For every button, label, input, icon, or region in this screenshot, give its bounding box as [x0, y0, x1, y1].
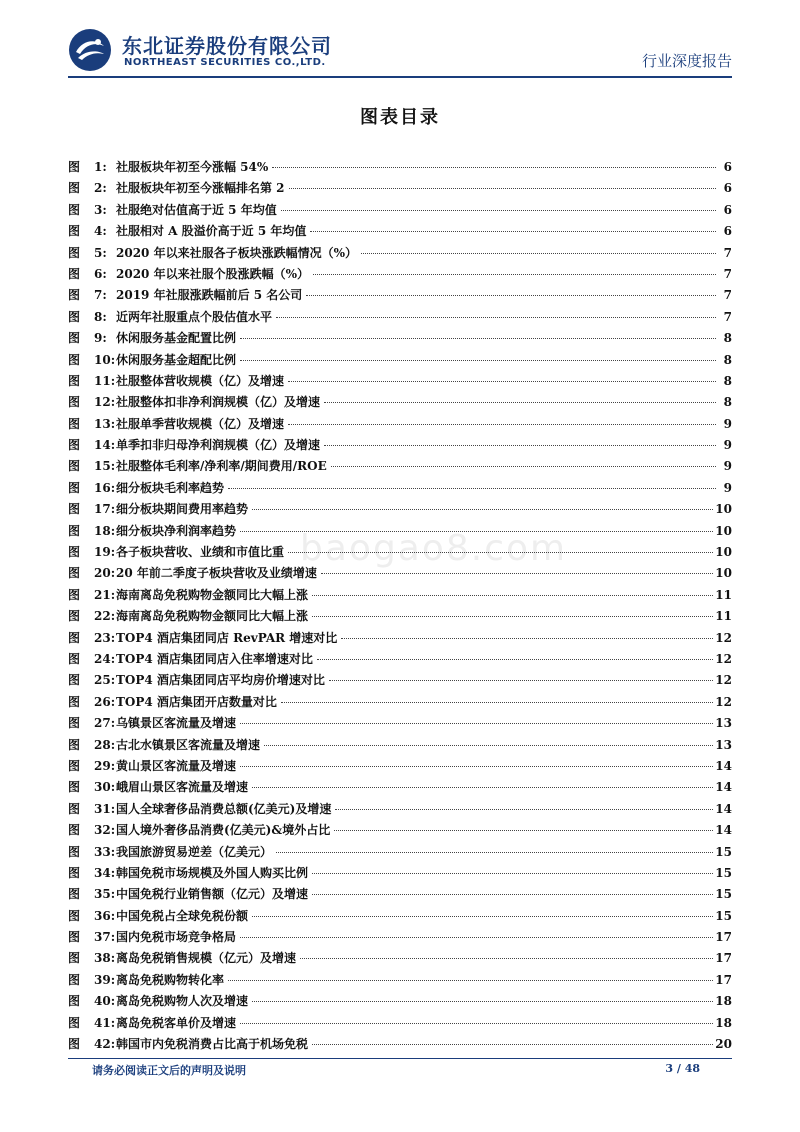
toc-entry[interactable]	[68, 714, 732, 735]
toc-figure-label: 图	[68, 245, 81, 260]
toc-dot-leader	[310, 231, 716, 232]
toc-page-number: 18	[715, 994, 732, 1009]
toc-figure-number: 19:	[94, 545, 116, 560]
toc-figure-label: 图	[68, 502, 81, 517]
toc-figure-number: 16:	[94, 480, 116, 495]
toc-entry[interactable]	[68, 201, 732, 222]
toc-entry[interactable]	[68, 757, 732, 778]
toc-figure-number: 12:	[94, 395, 116, 410]
toc-figure-label: 图	[68, 930, 81, 945]
toc-figure-label: 图	[68, 587, 81, 602]
toc-entry[interactable]	[68, 671, 732, 692]
toc-figure-title: 2019 年社服涨跌幅前后 5 名公司	[116, 288, 303, 303]
toc-dot-leader	[312, 616, 713, 617]
toc-entry[interactable]	[68, 158, 732, 179]
toc-dot-leader	[252, 1001, 713, 1002]
toc-figure-label: 图	[68, 823, 81, 838]
toc-page-number: 6	[723, 181, 732, 196]
toc-dot-leader	[312, 1044, 713, 1045]
toc-dot-leader	[264, 745, 713, 746]
toc-page-number: 7	[723, 266, 732, 281]
toc-entry[interactable]	[68, 543, 732, 564]
toc-page-number: 14	[715, 823, 732, 838]
toc-page-number: 10	[715, 523, 732, 538]
toc-dot-leader	[306, 295, 716, 296]
toc-dot-leader	[324, 445, 716, 446]
toc-page-number: 9	[723, 416, 732, 431]
toc-entry[interactable]	[68, 629, 732, 650]
toc-entry[interactable]	[68, 244, 732, 265]
toc-figure-number: 36:	[94, 908, 116, 923]
toc-dot-leader	[281, 702, 713, 703]
toc-figure-number: 31:	[94, 801, 116, 816]
company-name-en: NORTHEAST SECURITIES CO.,LTD.	[124, 57, 326, 68]
toc-dot-leader	[276, 852, 713, 853]
toc-figure-title: 社服板块年初至今涨幅排名第 2	[116, 181, 285, 196]
toc-entry[interactable]	[68, 778, 732, 799]
toc-page-number: 10	[715, 502, 732, 517]
toc-figure-number: 33:	[94, 844, 116, 859]
toc-figure-number: 34:	[94, 865, 116, 880]
toc-dot-leader	[334, 830, 713, 831]
toc-figure-label: 图	[68, 673, 81, 688]
toc-figure-number: 18:	[94, 523, 116, 538]
toc-figure-label: 图	[68, 887, 81, 902]
toc-dot-leader	[312, 595, 713, 596]
toc-entry[interactable]	[68, 393, 732, 414]
toc-entry[interactable]	[68, 949, 732, 970]
toc-figure-number: 41:	[94, 1015, 116, 1030]
toc-page-number: 9	[723, 480, 732, 495]
toc-dot-leader	[272, 167, 716, 168]
toc-page-number: 13	[715, 737, 732, 752]
toc-page-number: 20	[715, 1037, 732, 1052]
toc-dot-leader	[240, 360, 716, 361]
toc-figure-number: 40:	[94, 994, 116, 1009]
toc-figure-label: 图	[68, 951, 81, 966]
toc-dot-leader	[300, 958, 713, 959]
toc-figure-title: 中国免税行业销售额（亿元）及增速	[116, 887, 309, 902]
report-type: 行业深度报告	[641, 52, 732, 70]
toc-figure-number: 38:	[94, 951, 116, 966]
toc-page-number: 12	[715, 651, 732, 666]
toc-figure-label: 图	[68, 630, 81, 645]
toc-entry[interactable]	[68, 800, 732, 821]
toc-figure-title: 黄山景区客流量及增速	[116, 758, 237, 773]
toc-page-number: 15	[715, 887, 732, 902]
toc-page-number: 17	[715, 930, 732, 945]
toc-figure-title: 社服单季营收规模（亿）及增速	[116, 416, 285, 431]
toc-figure-number: 22:	[94, 609, 116, 624]
toc-page-number: 8	[723, 352, 732, 367]
figure-list	[68, 158, 732, 1056]
toc-figure-number: 21:	[94, 587, 116, 602]
toc-figure-number: 10:	[94, 352, 116, 367]
toc-page-number: 17	[715, 972, 732, 987]
toc-figure-title: 海南离岛免税购物金额同比大幅上涨	[116, 587, 309, 602]
toc-figure-label: 图	[68, 694, 81, 709]
toc-entry[interactable]	[68, 308, 732, 329]
toc-figure-label: 图	[68, 1015, 81, 1030]
toc-page-number: 18	[715, 1015, 732, 1030]
toc-figure-title: 海南离岛免税购物金额同比大幅上涨	[116, 609, 309, 624]
toc-entry[interactable]	[68, 586, 732, 607]
toc-figure-label: 图	[68, 331, 81, 346]
toc-figure-label: 图	[68, 373, 81, 388]
toc-figure-number: 9:	[94, 331, 107, 346]
toc-page-number: 6	[723, 224, 732, 239]
toc-figure-title: 2020 年以来社服个股涨跌幅（%）	[116, 266, 309, 281]
toc-page-number: 14	[715, 758, 732, 773]
toc-page-number: 13	[715, 716, 732, 731]
page-title: 图表目录	[360, 107, 440, 128]
toc-entry[interactable]	[68, 928, 732, 949]
toc-figure-title: 中国免税占全球免税份额	[116, 908, 249, 923]
toc-page-number: 14	[715, 780, 732, 795]
toc-figure-title: 社服整体扣非净利润规模（亿）及增速	[116, 395, 321, 410]
header-divider	[68, 76, 732, 78]
toc-figure-number: 35:	[94, 887, 116, 902]
toc-entry[interactable]	[68, 329, 732, 350]
toc-figure-label: 图	[68, 1037, 81, 1052]
toc-dot-leader	[276, 317, 716, 318]
toc-figure-label: 图	[68, 352, 81, 367]
toc-figure-title: 国人境外奢侈品消费(亿美元)&境外占比	[116, 823, 331, 838]
toc-figure-title: 离岛免税销售规模（亿元）及增速	[116, 951, 297, 966]
toc-entry[interactable]	[68, 522, 732, 543]
toc-figure-number: 5:	[94, 245, 107, 260]
toc-figure-label: 图	[68, 908, 81, 923]
toc-figure-title: 休闲服务基金超配比例	[116, 352, 237, 367]
toc-page-number: 9	[723, 459, 732, 474]
footer-divider	[68, 1058, 732, 1059]
toc-dot-leader	[281, 210, 716, 211]
toc-figure-number: 42:	[94, 1037, 116, 1052]
toc-page-number: 10	[715, 566, 732, 581]
toc-page-number: 9	[723, 438, 732, 453]
toc-figure-title: 社服绝对估值高于近 5 年均值	[116, 202, 277, 217]
toc-dot-leader	[288, 381, 716, 382]
toc-figure-number: 30:	[94, 780, 116, 795]
toc-figure-label: 图	[68, 737, 81, 752]
toc-dot-leader	[228, 980, 713, 981]
toc-page-number: 12	[715, 673, 732, 688]
toc-figure-number: 32:	[94, 823, 116, 838]
toc-figure-label: 图	[68, 395, 81, 410]
toc-figure-title: 细分板块期间费用率趋势	[116, 502, 249, 517]
toc-entry[interactable]	[68, 372, 732, 393]
toc-figure-label: 图	[68, 438, 81, 453]
company-logo-icon	[68, 28, 112, 72]
toc-dot-leader	[240, 723, 713, 724]
toc-figure-title: 休闲服务基金配置比例	[116, 331, 237, 346]
toc-dot-leader	[289, 188, 716, 189]
toc-entry[interactable]	[68, 821, 732, 842]
toc-figure-label: 图	[68, 181, 81, 196]
toc-figure-label: 图	[68, 266, 81, 281]
toc-figure-title: TOP4 酒店集团同店平均房价增速对比	[116, 673, 325, 688]
toc-figure-label: 图	[68, 545, 81, 560]
toc-figure-title: 社服整体毛利率/净利率/期间费用/ROE	[116, 459, 327, 474]
toc-page-number: 17	[715, 951, 732, 966]
toc-dot-leader	[329, 680, 713, 681]
toc-entry[interactable]	[68, 265, 732, 286]
toc-dot-leader	[321, 573, 713, 574]
toc-page-number: 6	[723, 160, 732, 174]
toc-figure-label: 图	[68, 202, 81, 217]
toc-figure-label: 图	[68, 224, 81, 239]
toc-figure-title: 国内免税市场竞争格局	[116, 930, 237, 945]
toc-entry[interactable]	[68, 650, 732, 671]
toc-figure-title: 离岛免税购物转化率	[116, 972, 225, 987]
toc-figure-title: 20 年前二季度子板块营收及业绩增速	[116, 566, 317, 581]
toc-figure-number: 7:	[94, 288, 107, 303]
toc-figure-number: 1:	[94, 160, 107, 174]
toc-figure-title: 社服相对 A 股溢价高于近 5 年均值	[116, 224, 307, 239]
toc-dot-leader	[252, 509, 713, 510]
toc-figure-title: 单季扣非归母净利润规模（亿）及增速	[116, 438, 321, 453]
toc-figure-title: 社服板块年初至今涨幅 54%	[116, 160, 269, 174]
toc-page-number: 12	[715, 630, 732, 645]
toc-figure-number: 20:	[94, 566, 116, 581]
toc-entry[interactable]	[68, 286, 732, 307]
toc-figure-title: 韩国市内免税消费占比高于机场免税	[116, 1037, 309, 1052]
toc-figure-label: 图	[68, 523, 81, 538]
toc-page-number: 7	[723, 245, 732, 260]
toc-figure-title: 近两年社服重点个股估值水平	[116, 309, 273, 324]
toc-page-number: 15	[715, 908, 732, 923]
toc-page-number: 12	[715, 694, 732, 709]
toc-figure-title: 离岛免税购物人次及增速	[116, 994, 249, 1009]
toc-dot-leader	[240, 338, 716, 339]
toc-figure-label: 图	[68, 801, 81, 816]
toc-entry[interactable]	[68, 907, 732, 928]
toc-figure-title: 国人全球奢侈品消费总额(亿美元)及增速	[116, 801, 332, 816]
toc-entry[interactable]	[68, 564, 732, 585]
toc-figure-number: 27:	[94, 716, 116, 731]
toc-figure-number: 25:	[94, 673, 116, 688]
toc-figure-label: 图	[68, 566, 81, 581]
toc-figure-label: 图	[68, 994, 81, 1009]
toc-page-number: 10	[715, 545, 732, 560]
watermark: baogao8.com	[300, 528, 568, 569]
toc-entry[interactable]	[68, 693, 732, 714]
toc-figure-label: 图	[68, 972, 81, 987]
page-header	[68, 28, 732, 76]
toc-figure-title: TOP4 酒店集团开店数量对比	[116, 694, 277, 709]
toc-figure-number: 8:	[94, 309, 107, 324]
toc-page-number: 7	[723, 288, 732, 303]
toc-figure-number: 11:	[94, 373, 116, 388]
toc-figure-label: 图	[68, 459, 81, 474]
toc-page-number: 11	[715, 587, 732, 602]
toc-figure-label: 图	[68, 288, 81, 303]
toc-dot-leader	[331, 466, 716, 467]
toc-page-number: 8	[723, 331, 732, 346]
toc-figure-title: TOP4 酒店集团同店 RevPAR 增速对比	[116, 630, 338, 645]
toc-entry[interactable]	[68, 864, 732, 885]
toc-dot-leader	[361, 253, 716, 254]
toc-page-number: 8	[723, 373, 732, 388]
toc-figure-title: 细分板块净利润率趋势	[116, 523, 237, 538]
toc-figure-number: 29:	[94, 758, 116, 773]
toc-dot-leader	[252, 787, 713, 788]
toc-figure-title: 乌镇景区客流量及增速	[116, 716, 237, 731]
toc-figure-label: 图	[68, 160, 81, 174]
toc-page-number: 8	[723, 395, 732, 410]
toc-entry[interactable]	[68, 1035, 732, 1056]
toc-entry[interactable]	[68, 457, 732, 478]
toc-dot-leader	[324, 402, 716, 403]
toc-entry[interactable]	[68, 436, 732, 457]
toc-dot-leader	[312, 873, 713, 874]
toc-figure-title: 韩国免税市场规模及外国人购买比例	[116, 865, 309, 880]
toc-dot-leader	[288, 552, 713, 553]
toc-figure-number: 39:	[94, 972, 116, 987]
footer-disclaimer: 请务必阅读正文后的声明及说明	[92, 1064, 246, 1077]
toc-figure-number: 14:	[94, 438, 116, 453]
toc-figure-label: 图	[68, 780, 81, 795]
toc-figure-label: 图	[68, 651, 81, 666]
toc-figure-label: 图	[68, 609, 81, 624]
toc-dot-leader	[240, 937, 713, 938]
toc-entry[interactable]	[68, 222, 732, 243]
toc-figure-title: 离岛免税客单价及增速	[116, 1015, 237, 1030]
toc-entry[interactable]	[68, 736, 732, 757]
toc-figure-number: 37:	[94, 930, 116, 945]
toc-figure-number: 24:	[94, 651, 116, 666]
toc-figure-title: 细分板块毛利率趋势	[116, 480, 225, 495]
toc-entry[interactable]	[68, 607, 732, 628]
toc-figure-number: 15:	[94, 459, 116, 474]
toc-figure-number: 2:	[94, 181, 107, 196]
company-name-cn: 东北证券股份有限公司	[122, 34, 332, 58]
toc-figure-label: 图	[68, 758, 81, 773]
toc-figure-title: 各子板块营收、业绩和市值比重	[116, 545, 285, 560]
toc-dot-leader	[341, 638, 713, 639]
toc-page-number: 11	[715, 609, 732, 624]
toc-entry[interactable]	[68, 351, 732, 372]
toc-figure-number: 17:	[94, 502, 116, 517]
page-number: 3 / 48	[665, 1062, 700, 1075]
toc-figure-label: 图	[68, 480, 81, 495]
toc-figure-title: 社服整体营收规模（亿）及增速	[116, 373, 285, 388]
toc-dot-leader	[312, 894, 713, 895]
toc-dot-leader	[335, 809, 713, 810]
toc-dot-leader	[317, 659, 713, 660]
toc-dot-leader	[252, 916, 713, 917]
toc-figure-number: 26:	[94, 694, 116, 709]
toc-figure-number: 3:	[94, 202, 107, 217]
toc-dot-leader	[313, 274, 716, 275]
toc-page-number: 15	[715, 844, 732, 859]
toc-figure-label: 图	[68, 309, 81, 324]
toc-page-number: 6	[723, 202, 732, 217]
toc-entry[interactable]	[68, 179, 732, 200]
toc-figure-label: 图	[68, 865, 81, 880]
toc-page-number: 15	[715, 865, 732, 880]
toc-entry[interactable]	[68, 479, 732, 500]
toc-figure-title: 峨眉山景区客流量及增速	[116, 780, 249, 795]
toc-entry[interactable]	[68, 885, 732, 906]
toc-dot-leader	[240, 531, 713, 532]
toc-dot-leader	[228, 488, 716, 489]
toc-entry[interactable]	[68, 992, 732, 1013]
toc-figure-title: 2020 年以来社服各子板块涨跌幅情况（%）	[116, 245, 357, 260]
toc-figure-number: 4:	[94, 224, 107, 239]
toc-figure-number: 6:	[94, 266, 107, 281]
toc-entry[interactable]	[68, 1014, 732, 1035]
toc-figure-title: 我国旅游贸易逆差（亿美元）	[116, 844, 273, 859]
toc-figure-title: 古北水镇景区客流量及增速	[116, 737, 261, 752]
toc-entry[interactable]	[68, 500, 732, 521]
toc-figure-label: 图	[68, 416, 81, 431]
toc-dot-leader	[288, 424, 716, 425]
toc-figure-title: TOP4 酒店集团同店入住率增速对比	[116, 651, 313, 666]
toc-figure-number: 13:	[94, 416, 116, 431]
toc-entry[interactable]	[68, 971, 732, 992]
toc-page-number: 14	[715, 801, 732, 816]
toc-dot-leader	[240, 1023, 713, 1024]
toc-figure-number: 28:	[94, 737, 116, 752]
toc-dot-leader	[240, 766, 713, 767]
toc-figure-label: 图	[68, 716, 81, 731]
toc-entry[interactable]	[68, 843, 732, 864]
toc-page-number: 7	[723, 309, 732, 324]
toc-entry[interactable]	[68, 415, 732, 436]
toc-figure-number: 23:	[94, 630, 116, 645]
toc-figure-label: 图	[68, 844, 81, 859]
